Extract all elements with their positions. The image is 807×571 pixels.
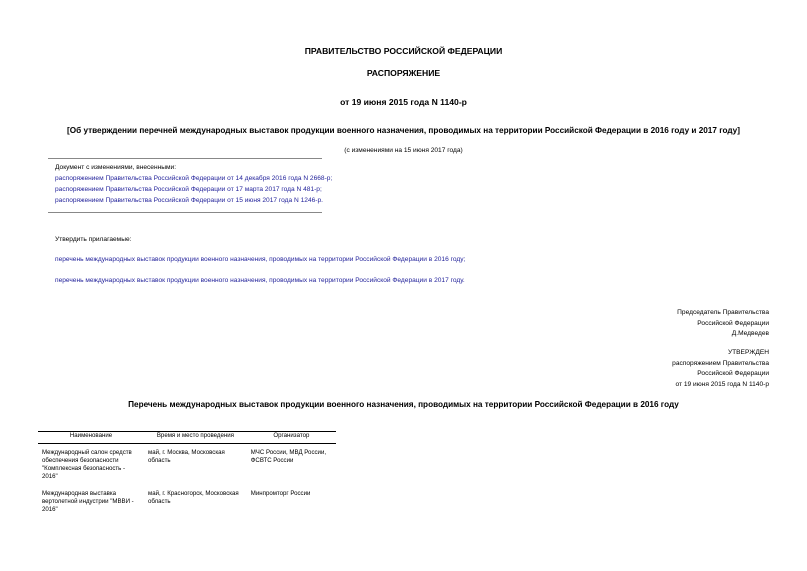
column-header-time-place: Время и место проведения [144,432,247,444]
table-cell-time-place: май, г. Красногорск, Московская область [148,490,239,505]
amendment-link-2[interactable]: распоряжением Правительства Российской Федерации от 17 марта 2017 года N 481-р; [55,186,322,193]
document-type: РАСПОРЯЖЕНИЕ [366,68,441,78]
approved-by: распоряжением Правительства [672,359,769,367]
approved-country: Российской Федерации [697,370,769,377]
table-cell-organizer: Минпромторг России [250,490,311,497]
document-date-number: от 19 июня 2015 года N 1140-р [340,97,467,107]
section-title: Перечень международных выставок продукции военного назначения, проводимых на территории Российской Федерации в 2016 году [128,400,679,409]
table-cell-name: Международная выставка вертолетной индустрии "МВВИ - 2016" [42,490,134,513]
government-heading: ПРАВИТЕЛЬСТВО РОССИЙСКОЙ ФЕДЕРАЦИИ [304,46,503,56]
amendments-intro: Документ с изменениями, внесенными: [55,164,177,171]
table-cell-name: Международный салон средств обеспечения безопасности "Комплексная безопасность - 2016" [42,449,132,480]
exhibitions-table [38,431,336,518]
table-row [38,485,336,518]
amendments-top-rule [48,158,322,159]
approved-label: УТВЕРЖДЕН [727,349,769,356]
signature-block [677,308,769,340]
approve-text: Утвердить прилагаемые: [55,236,132,243]
amendment-link-3[interactable]: распоряжением Правительства Российской Федерации от 15 июня 2017 года N 1246-р. [55,197,323,204]
signature-name: Д.Медведев [731,330,769,337]
approval-block [672,348,769,390]
table-cell-time-place: май, г. Москва, Московская область [148,449,225,464]
amendment-link-1[interactable]: распоряжением Правительства Российской Федерации от 14 декабря 2016 года N 2668-р; [55,175,333,182]
approved-date: от 19 июня 2015 года N 1140-р [675,380,769,388]
table-cell-organizer: МЧС России, МВД России, ФСВТС России [250,449,327,464]
column-header-name: Наименование [38,432,144,444]
revision-note: (с изменениями на 15 июня 2017 года) [344,147,463,154]
list-2017-link[interactable]: перечень международных выставок продукции военного назначения, проводимых на территории Российской Федерации в 2017 году. [55,277,465,284]
signature-position: Председатель Правительства [677,309,769,316]
amendments-bottom-rule [48,212,322,213]
list-2016-link[interactable]: перечень международных выставок продукции военного назначения, проводимых на территории Российской Федерации в 2016 году; [55,256,466,263]
signature-country: Российской Федерации [697,319,769,327]
column-header-organizer: Организатор [247,432,336,444]
document-title: [Об утверждении перечней международных выставок продукции военного назначения, проводимых на территории Российской Федерации в 2016 году и 2017 году] [67,126,740,135]
table-row [38,444,336,486]
table-header-row [38,432,336,444]
